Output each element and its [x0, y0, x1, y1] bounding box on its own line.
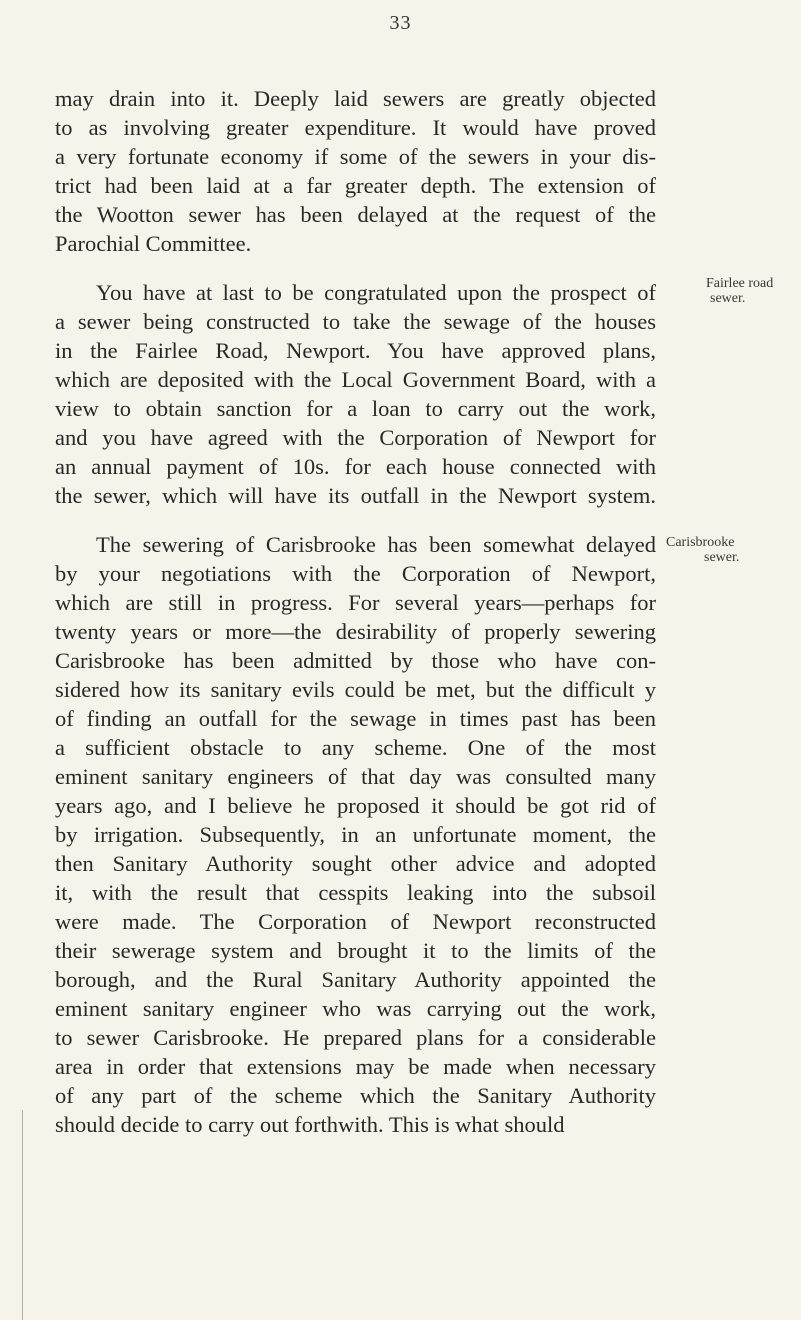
text-line: a sufficient obstacle to any scheme. One of the most [55, 735, 656, 760]
text-line: to as involving greater expenditure. It would have proved [55, 115, 656, 140]
text-line: of finding an outfall for the sewage in times past has been [55, 706, 656, 731]
text-line: to sewer Carisbrooke. He prepared plans for a considerable [55, 1025, 656, 1050]
text-line: area in order that extensions may be made when necessary [55, 1054, 656, 1079]
margin-note-line: sewer. [704, 550, 740, 565]
text-line: by your negotiations with the Corporation of Newport, [55, 561, 656, 586]
text-line: Carisbrooke has been admitted by those who have con- [55, 648, 656, 673]
text-line: then Sanitary Authority sought other advice and adopted [55, 851, 656, 876]
text-line: twenty years or more—the desirability of properly sewering [55, 619, 656, 644]
text-line: The sewering of Carisbrooke has been somewhat delayed [96, 532, 656, 557]
margin-note-line: sewer. [710, 291, 746, 306]
text-line: of any part of the scheme which the Sanitary Authority [55, 1083, 656, 1108]
text-line: should decide to carry out forthwith. This is what should [55, 1112, 565, 1137]
text-line: an annual payment of 10s. for each house connected with [55, 454, 656, 479]
scan-edge-line [22, 1110, 23, 1320]
text-line: view to obtain sanction for a loan to carry out the work, [55, 396, 656, 421]
margin-note-carisbrooke-sewer [666, 535, 739, 565]
text-line: which are still in progress. For several years—perhaps for [55, 590, 656, 615]
margin-note-line: Fairlee road [706, 276, 774, 291]
margin-note-line: Carisbrooke [666, 535, 735, 550]
text-line: their sewerage system and brought it to the limits of the [55, 938, 656, 963]
text-line: You have at last to be congratulated upon the prospect of [96, 280, 656, 305]
margin-note-fairlee-road-sewer [706, 276, 773, 306]
text-line: Parochial Committee. [55, 231, 252, 256]
text-line: sidered how its sanitary evils could be met, but the difficult y [55, 677, 656, 702]
text-line: years ago, and I believe he proposed it should be got rid of [55, 793, 656, 818]
text-line: may drain into it. Deeply laid sewers are greatly objected [55, 86, 656, 111]
text-line: eminent sanitary engineers of that day was consulted many [55, 764, 656, 789]
text-line: and you have agreed with the Corporation of Newport for [55, 425, 656, 450]
text-line: a sewer being constructed to take the sewage of the houses [55, 309, 656, 334]
text-line: by irrigation. Subsequently, in an unfortunate moment, the [55, 822, 656, 847]
text-line: which are deposited with the Local Government Board, with a [55, 367, 656, 392]
text-line: the Wootton sewer has been delayed at the request of the [55, 202, 656, 227]
text-line: borough, and the Rural Sanitary Authority appointed the [55, 967, 656, 992]
text-line: it, with the result that cesspits leaking into the subsoil [55, 880, 656, 905]
text-line: trict had been laid at a far greater depth. The extension of [55, 173, 656, 198]
text-line: the sewer, which will have its outfall in the Newport system. [55, 483, 656, 508]
text-line: a very fortunate economy if some of the sewers in your dis- [55, 144, 656, 169]
text-line: in the Fairlee Road, Newport. You have approved plans, [55, 338, 656, 363]
text-line: were made. The Corporation of Newport reconstructed [55, 909, 656, 934]
text-line: eminent sanitary engineer who was carrying out the work, [55, 996, 656, 1021]
page-number: 33 [389, 12, 412, 34]
